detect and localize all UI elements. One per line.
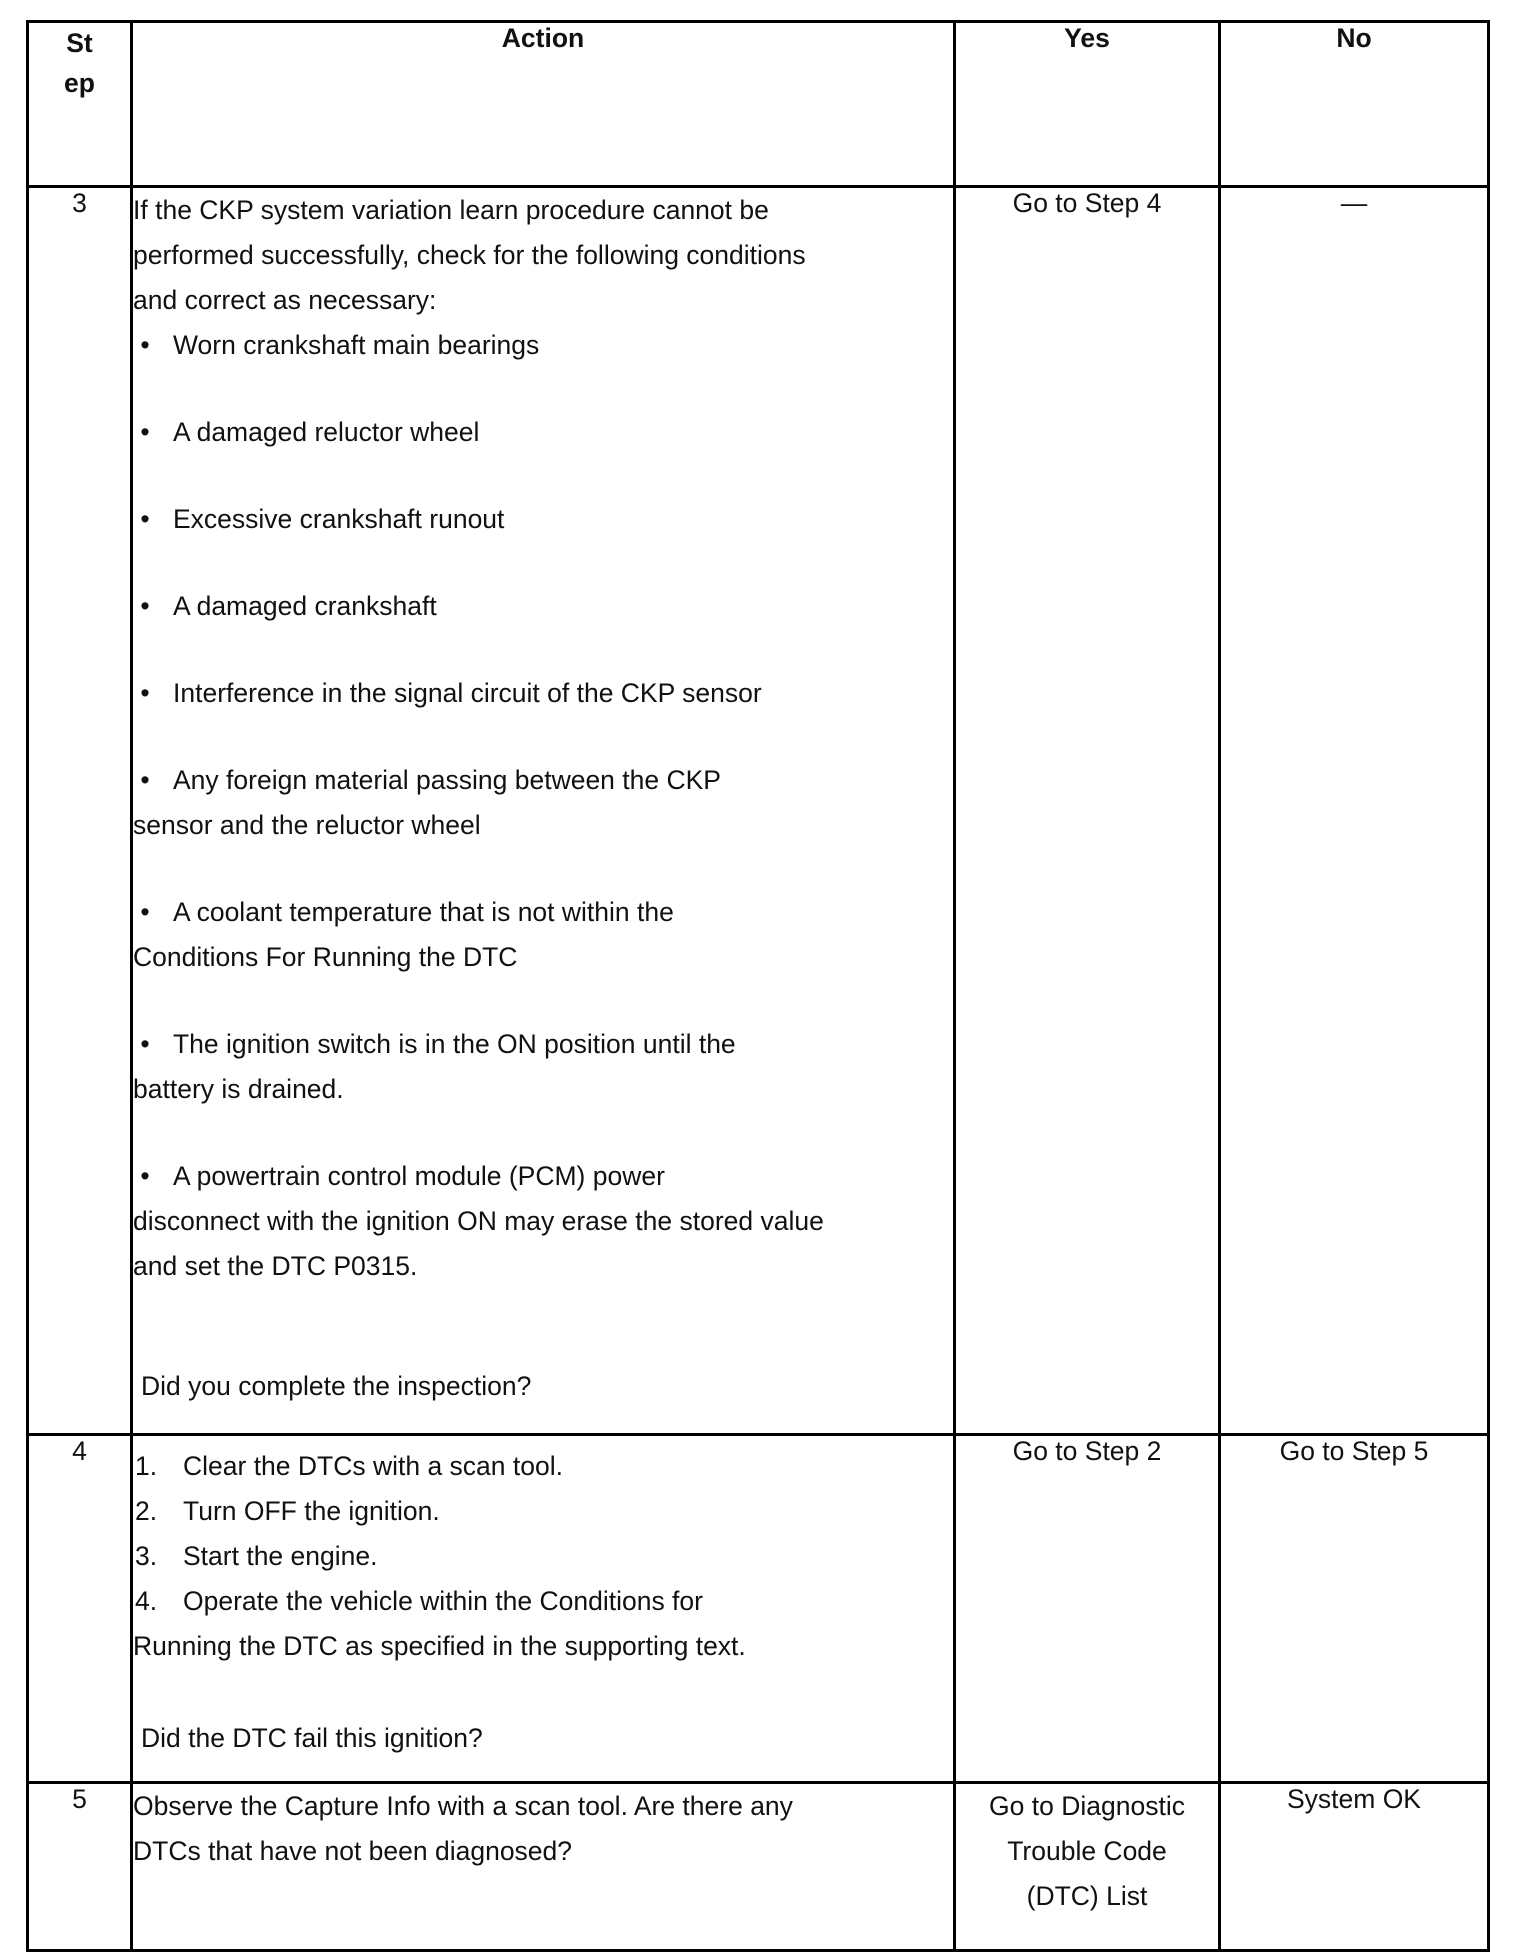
numbered-item: 2. Turn OFF the ignition. <box>135 1496 440 1526</box>
bullet-item: • A damaged crankshaft <box>133 584 953 629</box>
bullet-item: • A damaged reluctor wheel <box>133 410 953 455</box>
step-number: 5 <box>28 1783 132 1951</box>
bullet-item: • Any foreign material passing between the CKP sensor and the reluctor wheel <box>133 758 953 848</box>
numbered-item: 4. Operate the vehicle within the Conditions for <box>135 1586 703 1616</box>
intro-line: If the CKP system variation learn procedure cannot be <box>133 195 769 225</box>
bullet-icon: • <box>133 330 150 360</box>
question-text: Did the DTC fail this ignition? <box>141 1723 483 1753</box>
no-cell: Go to Step 5 <box>1220 1435 1489 1783</box>
bullet-icon: • <box>133 897 150 927</box>
header-step: St ep <box>28 22 132 187</box>
bullet-icon: • <box>133 765 150 795</box>
table-row-step-5 <box>28 1783 1489 1951</box>
yes-cell: Go to Diagnostic Trouble Code (DTC) List <box>955 1783 1220 1951</box>
bullet-icon: • <box>133 1161 150 1191</box>
yes-cell: Go to Step 2 <box>955 1435 1220 1783</box>
header-row <box>28 22 1489 187</box>
bullet-item: • Excessive crankshaft runout <box>133 497 953 542</box>
bullet-icon: • <box>133 591 150 621</box>
bullet-item: • Worn crankshaft main bearings <box>133 323 953 368</box>
no-cell: — <box>1220 187 1489 1435</box>
step-number: 3 <box>28 187 132 1435</box>
bullet-icon: • <box>133 1029 150 1059</box>
intro-line: and correct as necessary: <box>133 285 437 315</box>
action-cell <box>132 187 955 1435</box>
bullet-icon: • <box>133 417 150 447</box>
bullet-item: • The ignition switch is in the ON position until the battery is drained. <box>133 1022 953 1112</box>
action-cell: Observe the Capture Info with a scan tool. Are there any DTCs that have not been diagnosed? <box>132 1783 955 1951</box>
numbered-item: 1. Clear the DTCs with a scan tool. <box>135 1451 563 1481</box>
no-cell: System OK <box>1220 1783 1489 1951</box>
numbered-continuation: Running the DTC as specified in the supporting text. <box>133 1631 746 1661</box>
header-no: No <box>1220 22 1489 187</box>
question-text: Did you complete the inspection? <box>141 1371 532 1401</box>
bullet-item: • Interference in the signal circuit of the CKP sensor <box>133 671 953 716</box>
header-action: Action <box>132 22 955 187</box>
bullet-icon: • <box>133 504 150 534</box>
yes-cell: Go to Step 4 <box>955 187 1220 1435</box>
bullet-item: • A powertrain control module (PCM) power disconnect with the ignition ON may erase the stored value and set the DTC P0315. <box>133 1154 953 1289</box>
intro-line: performed successfully, check for the following conditions <box>133 240 806 270</box>
bullet-item: • A coolant temperature that is not within the Conditions For Running the DTC <box>133 890 953 980</box>
step-number: 4 <box>28 1435 132 1783</box>
action-cell <box>132 1435 955 1783</box>
diagnostic-table <box>26 20 1490 1952</box>
header-yes: Yes <box>955 22 1220 187</box>
bullet-icon: • <box>133 678 150 708</box>
table-row-step-3 <box>28 187 1489 1435</box>
table-row-step-4 <box>28 1435 1489 1783</box>
numbered-item: 3. Start the engine. <box>135 1541 378 1571</box>
